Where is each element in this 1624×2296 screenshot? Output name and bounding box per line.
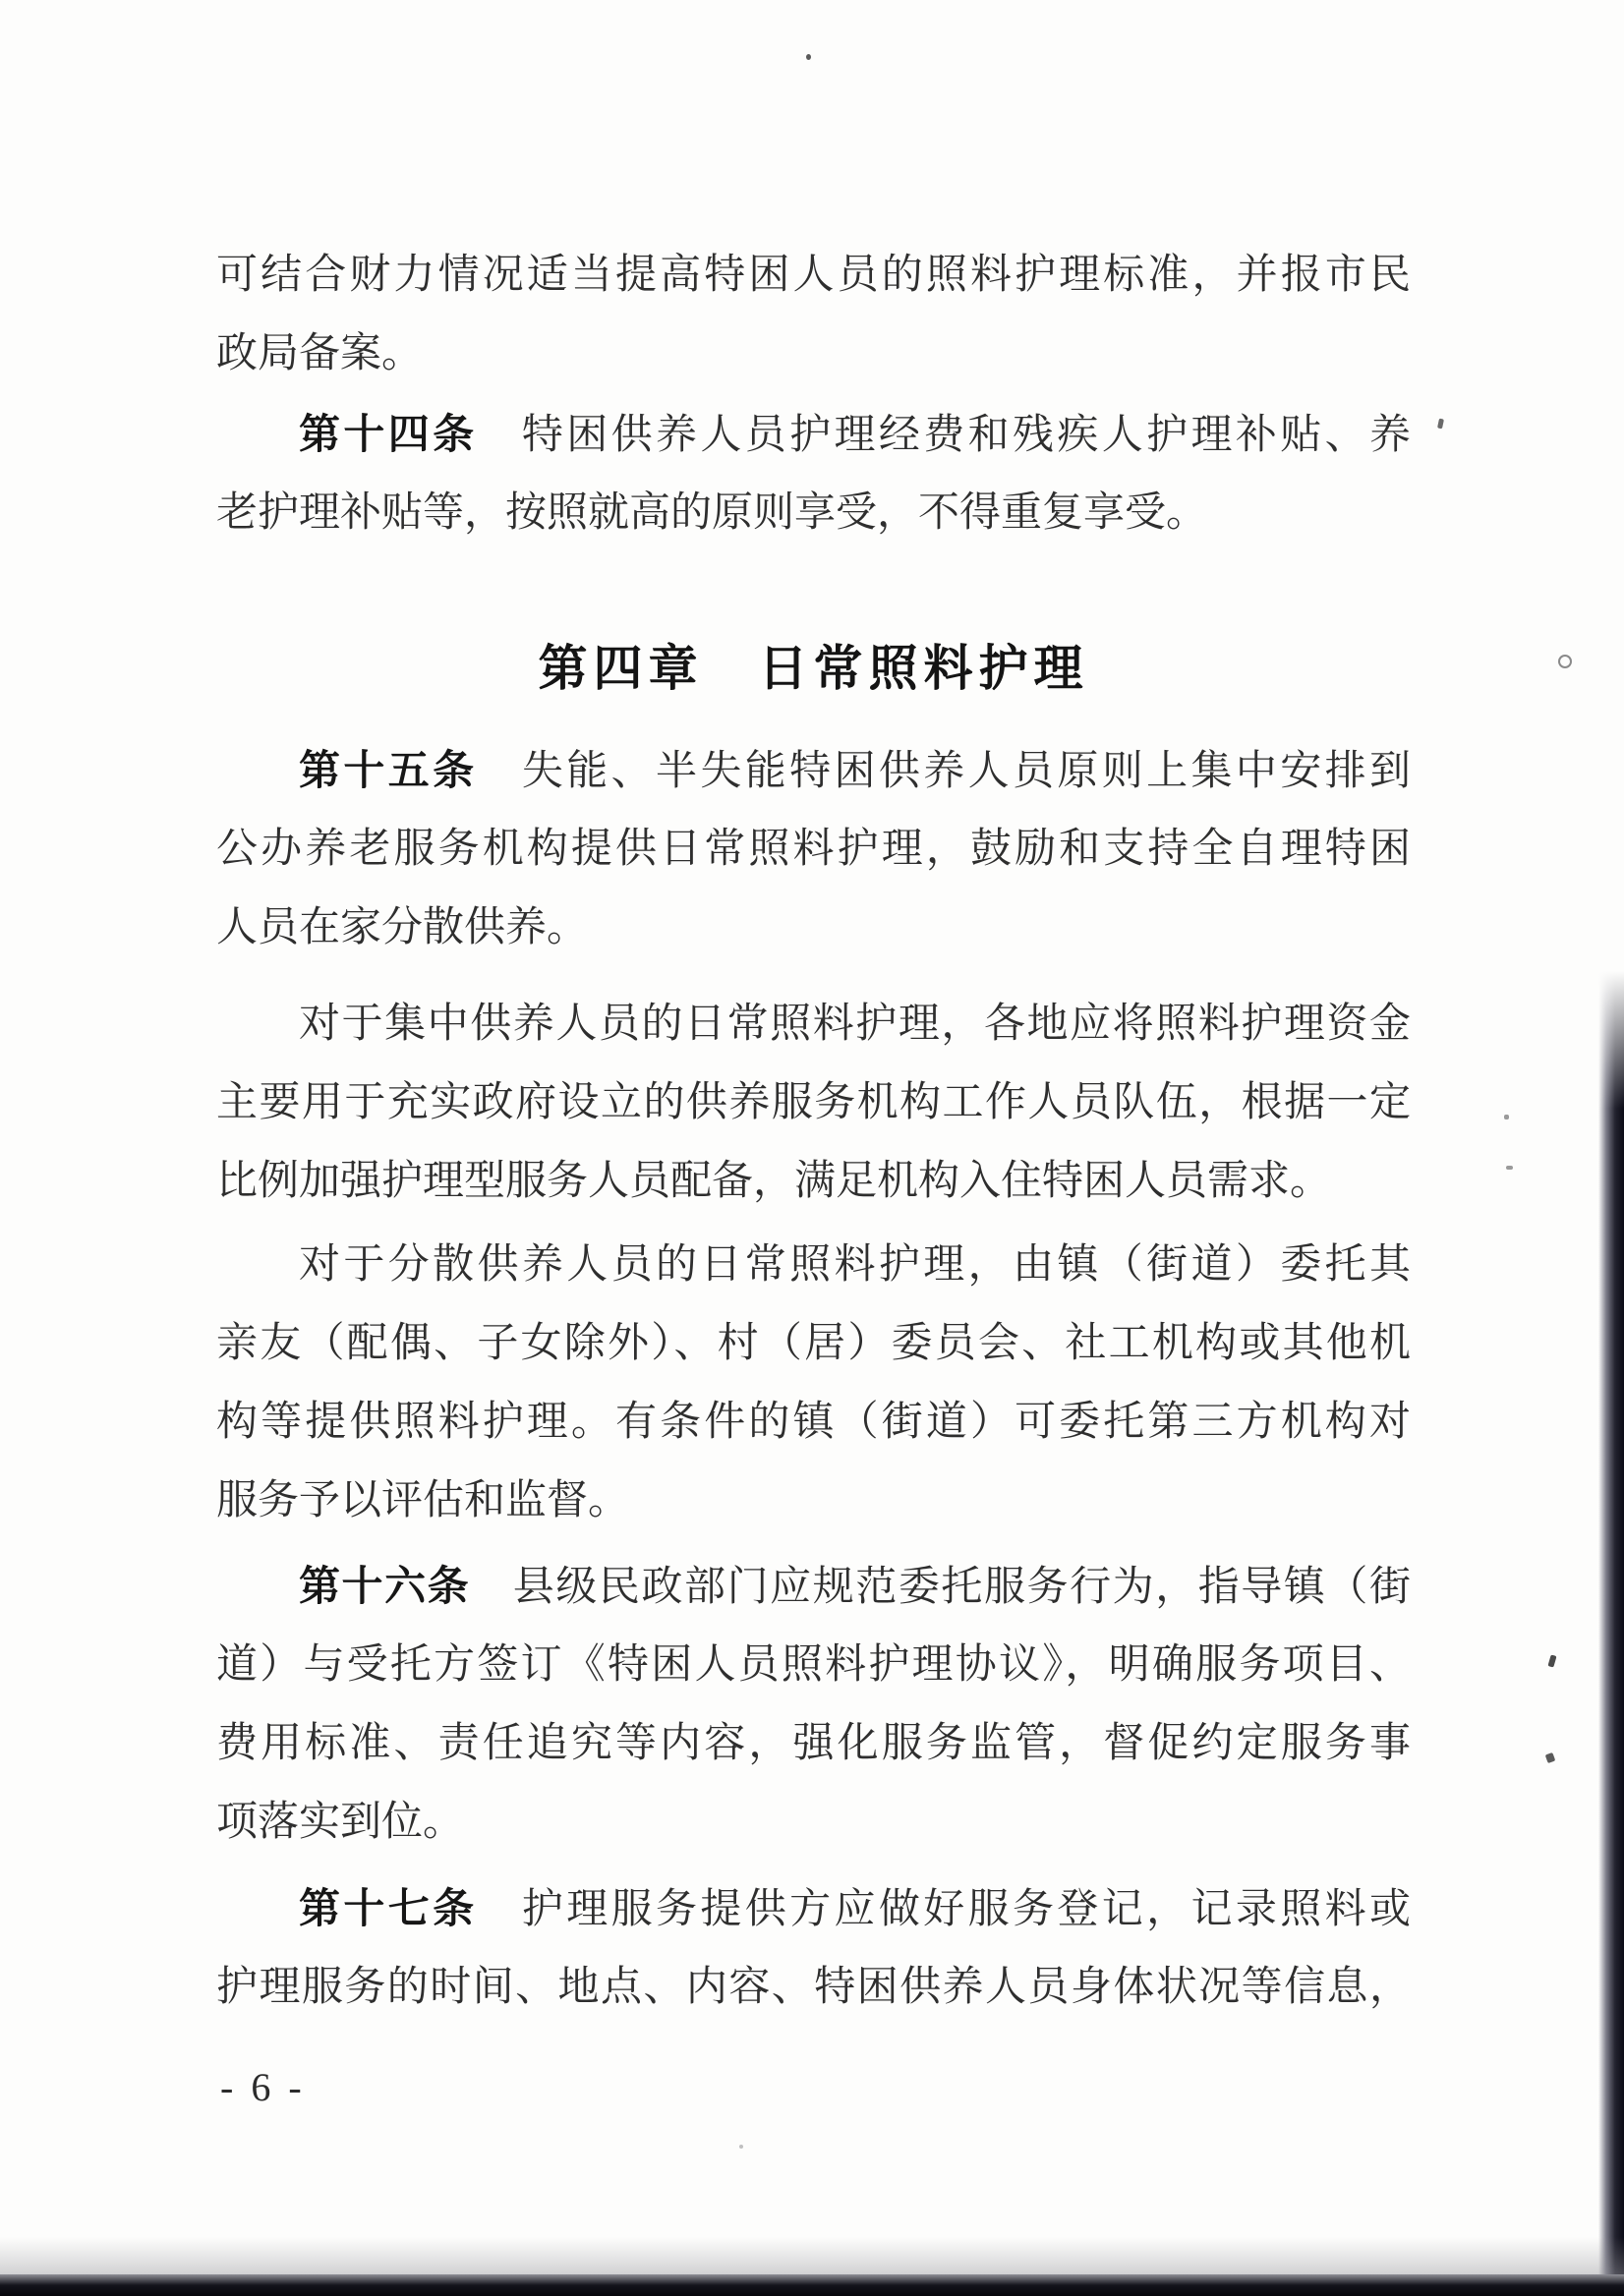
line-text: 费用标准、责任追究等内容，强化服务监管，督促约定服务事 bbox=[216, 1721, 1411, 1766]
text-line bbox=[216, 315, 1411, 393]
scan-speck bbox=[1506, 1166, 1513, 1170]
line-text: 县级民政部门应规范委托服务行为，指导镇（街 bbox=[511, 1565, 1411, 1610]
line-text: 亲友（配偶、子女除外）、村（居）委员会、社工机构或其他机 bbox=[216, 1321, 1411, 1366]
scan-speck bbox=[1437, 419, 1444, 430]
paragraph-article-16 bbox=[216, 1547, 1411, 1862]
text-line bbox=[216, 1547, 1411, 1626]
text-line bbox=[216, 1704, 1411, 1783]
paragraph-article-14 bbox=[216, 395, 1411, 552]
text-line bbox=[216, 810, 1411, 889]
paragraph-centralized-care bbox=[216, 985, 1411, 1221]
scan-edge-bottom-shadow bbox=[0, 2237, 1624, 2274]
chapter-heading: 第四章 日常照料护理 bbox=[538, 641, 1089, 696]
text-line bbox=[216, 474, 1411, 552]
text-line bbox=[216, 1226, 1411, 1304]
paragraph-article-15 bbox=[216, 731, 1411, 967]
text-line bbox=[216, 889, 1411, 967]
scan-speck bbox=[1545, 1752, 1556, 1763]
paragraph-continuation bbox=[216, 236, 1411, 393]
article-number: 第十五条 bbox=[299, 747, 478, 793]
scan-edge-bottom bbox=[0, 2274, 1624, 2296]
text-line bbox=[216, 1383, 1411, 1462]
line-text: 失能、半失能特困供养人员原则上集中安排到 bbox=[518, 749, 1411, 794]
text-line bbox=[216, 1948, 1411, 2027]
text-line bbox=[216, 731, 1411, 810]
article-number: 第十四条 bbox=[299, 411, 478, 457]
page-number: - 6 - bbox=[220, 2065, 306, 2109]
scan-speck bbox=[739, 2145, 743, 2149]
scan-speck bbox=[1558, 655, 1572, 668]
document-body bbox=[216, 236, 1411, 2027]
text-line bbox=[216, 1462, 1411, 1540]
paragraph-decentralized-care bbox=[216, 1226, 1411, 1540]
scan-edge-right bbox=[1598, 971, 1624, 2296]
text-line bbox=[216, 985, 1411, 1063]
article-number: 第十六条 bbox=[299, 1563, 471, 1609]
line-text: 政局备案。 bbox=[216, 331, 424, 376]
text-line bbox=[216, 1142, 1411, 1221]
line-text: 可结合财力情况适当提高特困人员的照料护理标准，并报市民 bbox=[216, 253, 1411, 298]
text-line bbox=[216, 1626, 1411, 1704]
text-line bbox=[216, 236, 1411, 315]
line-text: 对于集中供养人员的日常照料护理，各地应将照料护理资金 bbox=[299, 1002, 1411, 1047]
line-text: 主要用于充实政府设立的供养服务机构工作人员队伍，根据一定 bbox=[216, 1080, 1411, 1125]
text-line bbox=[216, 395, 1411, 474]
line-text: 对于分散供养人员的日常照料护理，由镇（街道）委托其 bbox=[299, 1242, 1411, 1288]
paragraph-article-17 bbox=[216, 1869, 1411, 2027]
text-line bbox=[216, 1063, 1411, 1142]
line-text: 护理服务提供方应做好服务登记，记录照料或 bbox=[518, 1887, 1411, 1932]
text-line bbox=[216, 1304, 1411, 1383]
line-text: 公办养老服务机构提供日常照料护理，鼓励和支持全自理特困 bbox=[216, 827, 1411, 872]
line-text: 人员在家分散供养。 bbox=[216, 905, 589, 950]
scan-speck bbox=[1504, 1115, 1509, 1119]
line-text: 特困供养人员护理经费和残疾人护理补贴、养 bbox=[518, 413, 1411, 458]
text-line bbox=[216, 1869, 1411, 1948]
line-text: 老护理补贴等，按照就高的原则享受，不得重复享受。 bbox=[216, 490, 1208, 536]
line-text: 比例加强护理型服务人员配备，满足机构入住特困人员需求。 bbox=[216, 1159, 1332, 1204]
scan-speck bbox=[1547, 1654, 1556, 1667]
scan-edge-right-fade bbox=[1598, 971, 1624, 1109]
text-line bbox=[216, 1783, 1411, 1862]
line-text: 项落实到位。 bbox=[216, 1800, 465, 1845]
line-text: 服务予以评估和监督。 bbox=[216, 1478, 630, 1523]
line-text: 护理服务的时间、地点、内容、特困供养人员身体状况等信息， bbox=[216, 1965, 1411, 2010]
line-text: 构等提供照料护理。有条件的镇（街道）可委托第三方机构对 bbox=[216, 1400, 1411, 1445]
line-text: 道）与受托方签订《特困人员照料护理协议》，明确服务项目、 bbox=[216, 1642, 1411, 1688]
article-number: 第十七条 bbox=[299, 1885, 478, 1931]
scan-speck bbox=[806, 54, 811, 60]
